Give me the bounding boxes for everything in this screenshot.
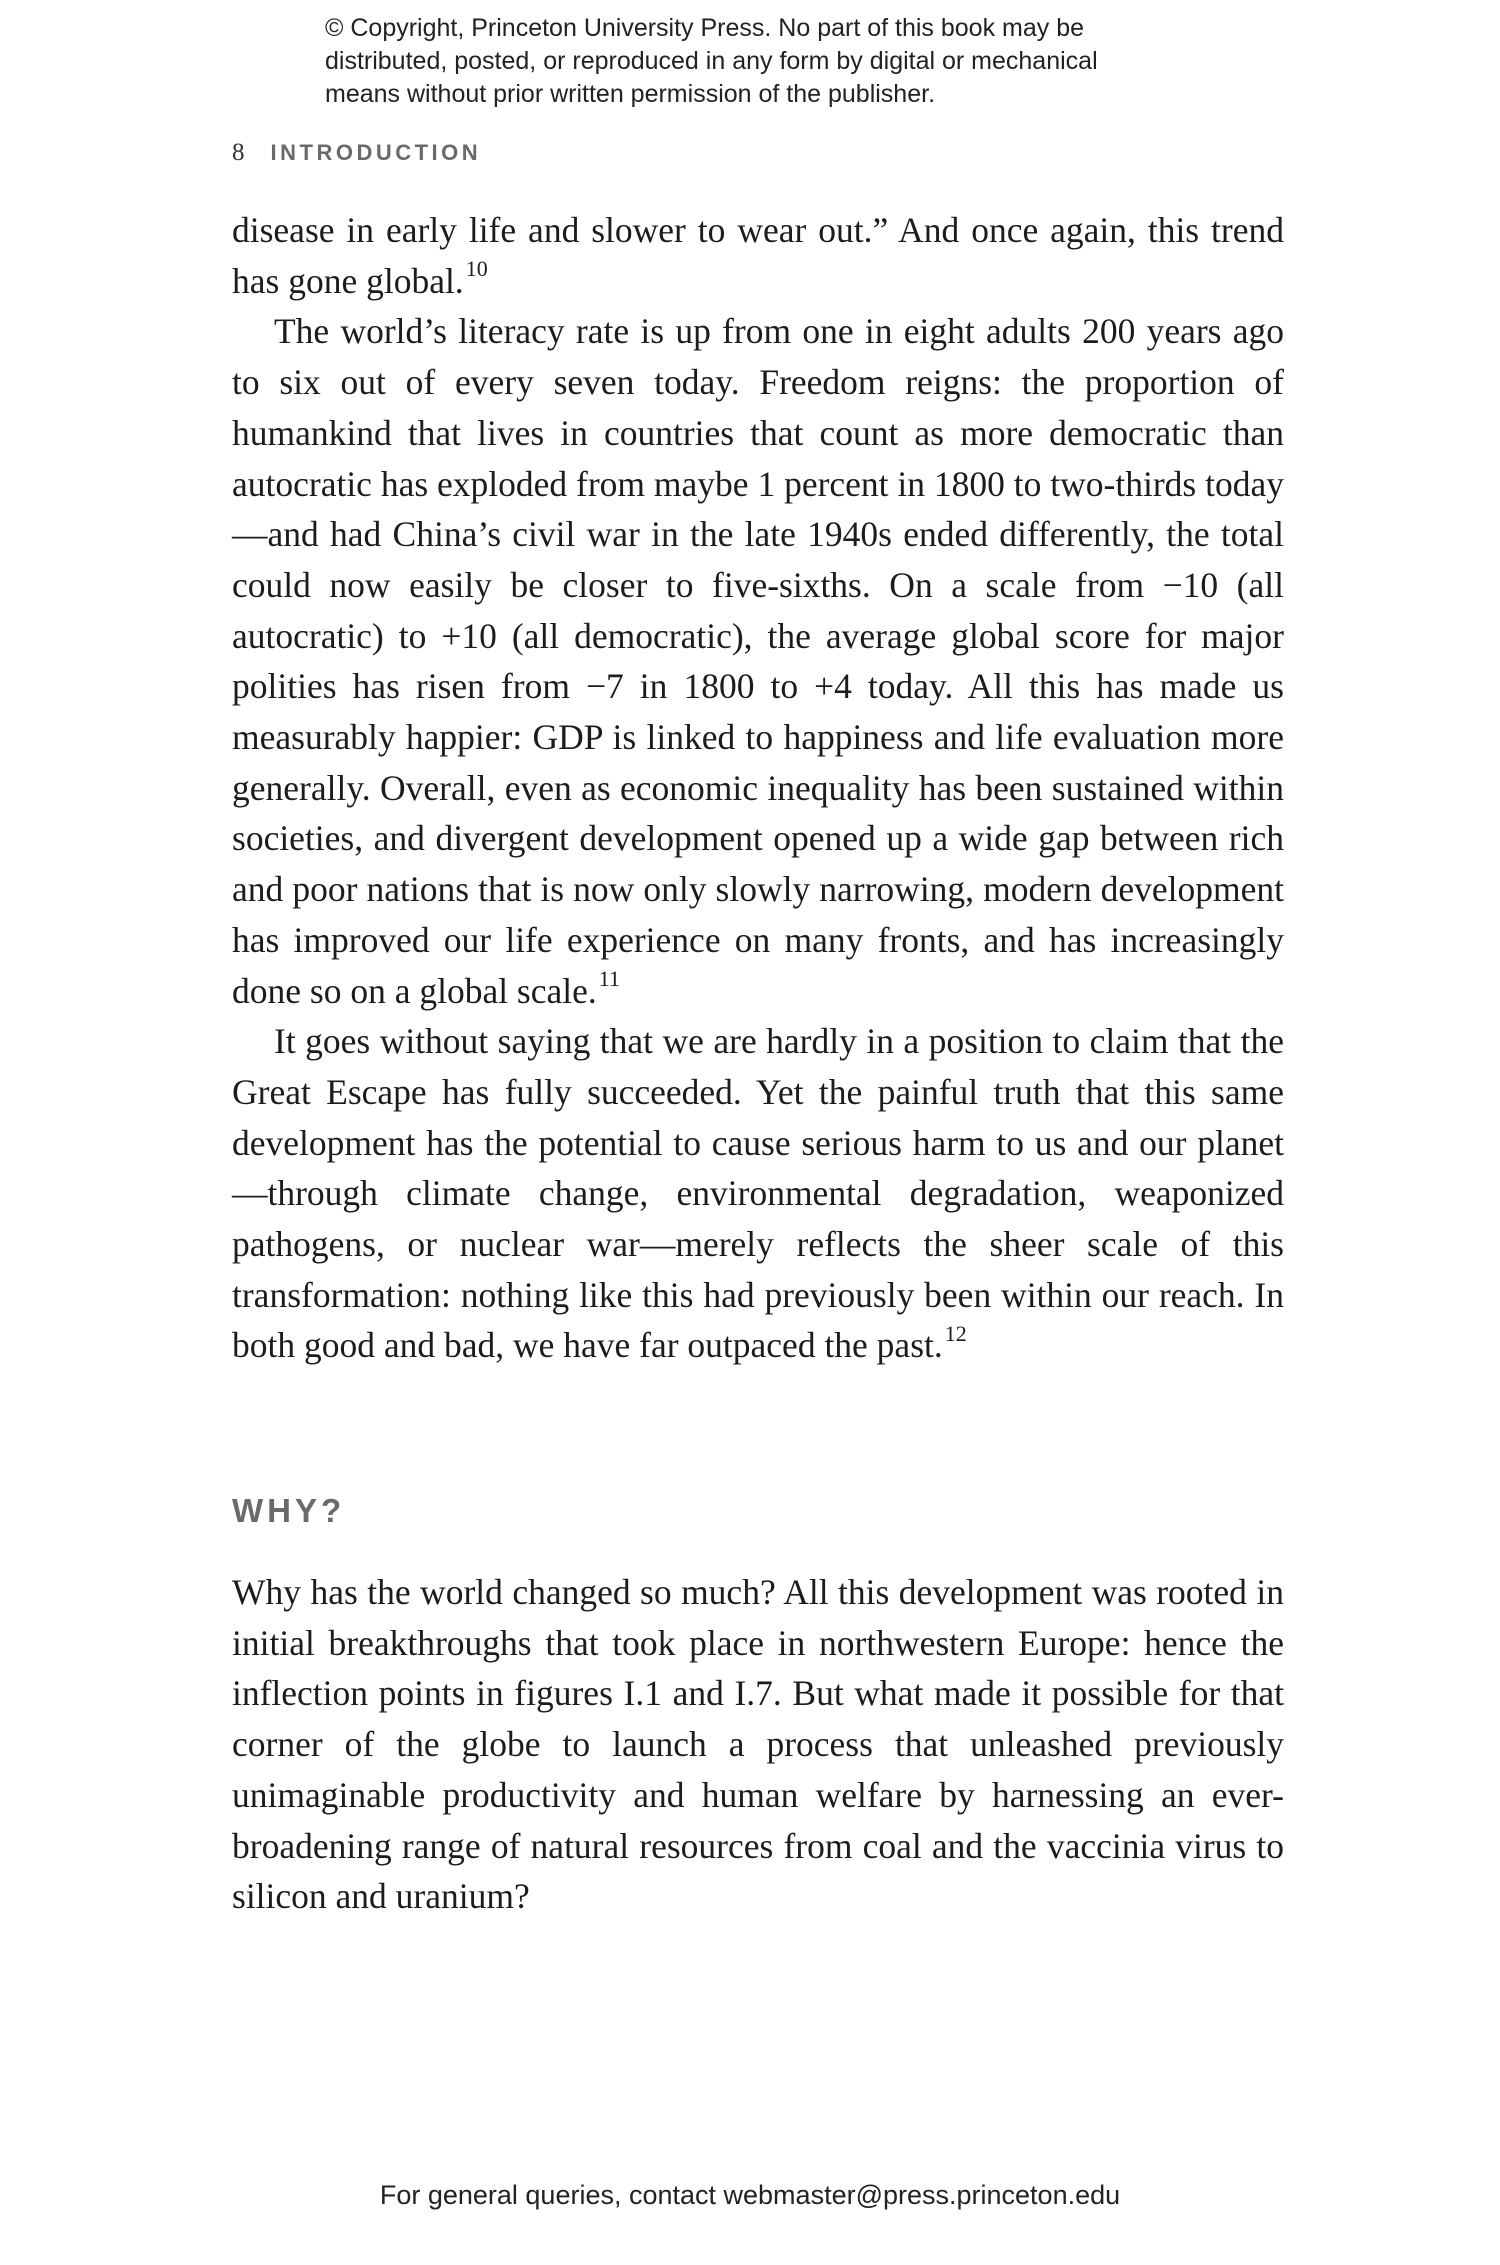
copyright-notice <box>325 12 1305 111</box>
paragraph <box>232 1567 1284 1922</box>
running-head <box>232 138 481 168</box>
paragraph <box>232 1016 1284 1371</box>
footer-contact: For general queries, contact webmaster@press.princeton.edu <box>379 2180 1121 2210</box>
paragraph <box>232 306 1284 1016</box>
section-heading: WHY? <box>232 1492 346 1529</box>
running-head-title: INTRODUCTION <box>270 140 482 165</box>
footnote-marker: 10 <box>465 255 488 281</box>
page-number: 8 <box>232 139 245 166</box>
paragraph-text: It goes without saying that we are hardly in a position to claim that the Great Escape has fully succeeded. Yet the painful truth that this same development has the potential to cause serious harm to us and our planet—through climate change, environmental degradation, weaponized pathogens, or nuclear war—merely reflects the sheer scale of this transformation: nothing like this had previously been within our reach. In both good and bad, we have far outpaced the past. <box>232 1021 1284 1366</box>
footnote-marker: 12 <box>944 1320 967 1346</box>
copyright-line: distributed, posted, or reproduced in any form by digital or mechanical <box>325 47 1098 75</box>
footnote-marker: 11 <box>598 965 620 991</box>
body-text-lower <box>232 1567 1284 1922</box>
paragraph-text: Why has the world changed so much? All this development was rooted in initial breakthroughs that took place in northwestern Europe: hence the inflection points in figures I.1 and I.7. But what made it possible for that corner of the globe to launch a process that unleashed previously unimaginable productivity and human welfare by harnessing an ever-broadening range of natural resources from coal and the vaccinia virus to silicon and uranium? <box>232 1572 1284 1917</box>
paragraph-text: The world’s literacy rate is up from one in eight adults 200 years ago to six out of every seven today. Freedom reigns: the proportion of humankind that lives in countries that count as more democratic than autocratic has exploded from maybe 1 percent in 1800 to two-thirds today—and had China’s civil war in the late 1940s ended differently, the total could now easily be closer to five-sixths. On a scale from −10 (all autocratic) to +10 (all democratic), the average global score for major polities has risen from −7 in 1800 to +4 today. All this has made us measurably happier: GDP is linked to happiness and life evaluation more generally. Overall, even as economic inequality has been sustained within societies, and divergent development opened up a wide gap between rich and poor nations that is now only slowly narrowing, modern development has improved our life experience on many fronts, and has increasingly done so on a global scale. <box>232 311 1284 1011</box>
copyright-line: means without prior written permission of the publisher. <box>325 80 936 108</box>
copyright-line: © Copyright, Princeton University Press. No part of this book may be <box>325 14 1085 42</box>
paragraph-text: disease in early life and slower to wear out.” And once again, this trend has gone global. <box>232 210 1284 301</box>
paragraph <box>232 205 1284 306</box>
body-text-upper <box>232 205 1284 1371</box>
